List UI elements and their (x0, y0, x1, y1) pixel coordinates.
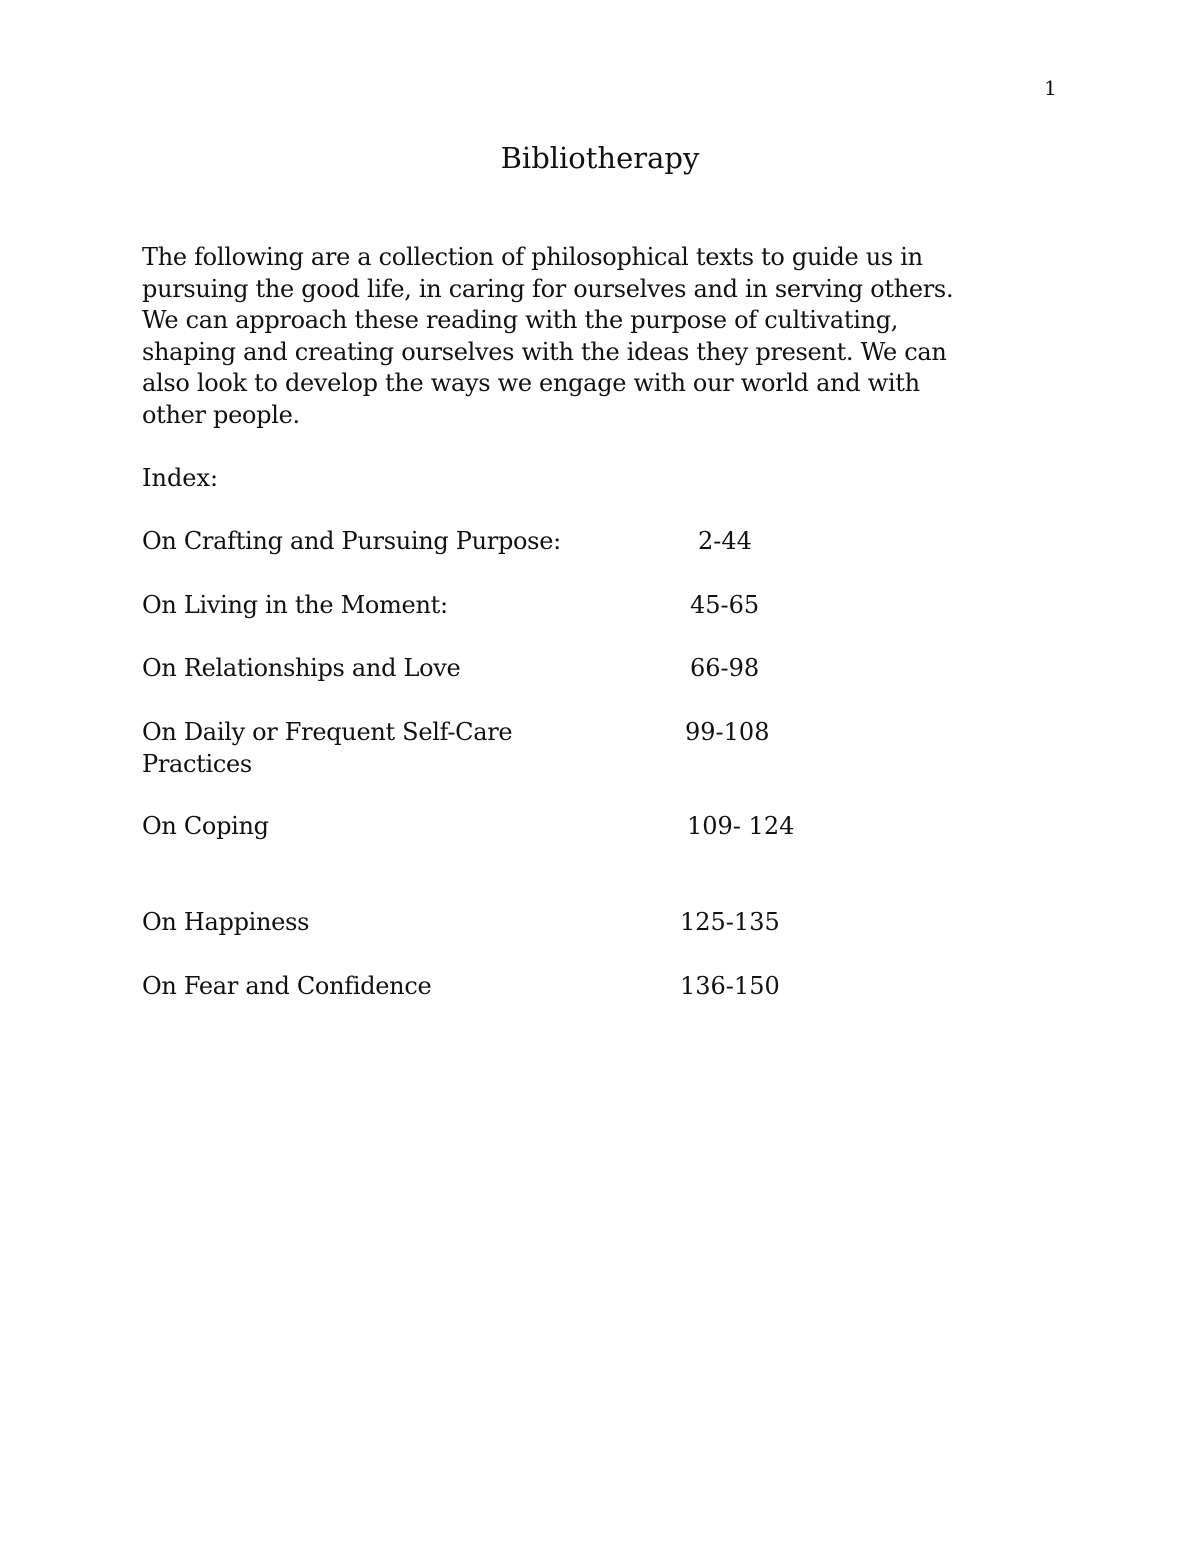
index-heading: Index: (142, 464, 219, 492)
intro-paragraph (142, 242, 1042, 431)
index-entry-label: On Living in the Moment: (142, 591, 448, 619)
index-entry-label: On Fear and Confidence (142, 972, 432, 1000)
intro-line: other people. (142, 400, 300, 429)
index-entry-pages: 66-98 (690, 654, 760, 682)
intro-line: also look to develop the ways we engage with our world and with (142, 369, 920, 397)
page-title: Bibliotherapy (500, 141, 700, 175)
index-entry-pages: 45-65 (690, 591, 760, 619)
intro-line: We can approach these reading with the purpose of cultivating, (142, 306, 899, 334)
intro-line: shaping and creating ourselves with the ideas they present. We can (142, 337, 947, 366)
index-entry-pages: 125-135 (680, 908, 780, 936)
index-entry-label: On Coping (142, 812, 269, 840)
index-entry-pages: 2-44 (698, 527, 752, 555)
index-entry-label: On Daily or Frequent Self-Care Practices (142, 718, 513, 778)
index-entry-label: On Crafting and Pursuing Purpose: (142, 527, 561, 555)
index-entry-label: On Happiness (142, 908, 310, 936)
page-number: 1 (1044, 76, 1057, 100)
intro-line: pursuing the good life, in caring for ourselves and in serving others. (142, 274, 954, 303)
intro-line: The following are a collection of philosophical texts to guide us in (142, 243, 923, 271)
index-entry-pages: 99-108 (685, 718, 770, 746)
index-entry-pages: 136-150 (680, 972, 780, 1000)
index-entry-label: On Relationships and Love (142, 654, 461, 682)
index-entry-pages: 109- 124 (687, 812, 795, 840)
